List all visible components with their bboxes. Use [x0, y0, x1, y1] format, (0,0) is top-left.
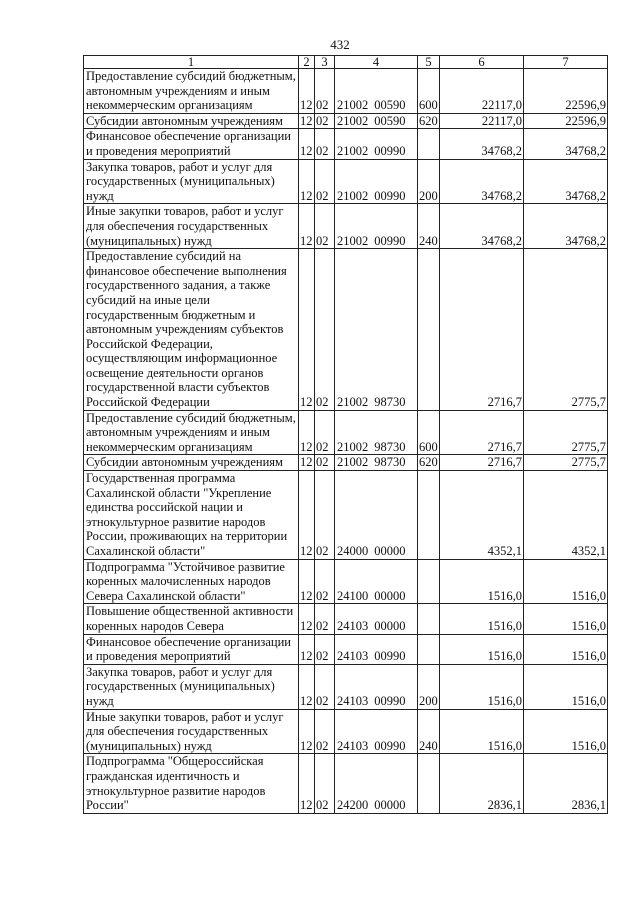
target-article-code [335, 709, 418, 754]
target-article-direction-code: 00990 [374, 738, 406, 753]
table-row [84, 249, 608, 411]
expense-type-code: 240 [418, 709, 440, 754]
section-code: 12 [299, 129, 315, 159]
target-article-code [335, 129, 418, 159]
expense-type-code [418, 634, 440, 664]
column-header-7: 7 [524, 56, 608, 69]
target-article-program-code: 21002 [337, 395, 369, 410]
item-name: Закупка товаров, работ и услуг для государственных (муниципальных) нужд [84, 664, 299, 709]
target-article-program-code: 24103 [337, 649, 369, 664]
table-row [84, 69, 608, 114]
target-article-direction-code: 00990 [374, 649, 406, 664]
target-article-code [335, 754, 418, 813]
target-article-direction-code: 98730 [374, 439, 406, 454]
table-body [84, 56, 608, 814]
amount-column-6: 34768,2 [440, 129, 524, 159]
expense-type-code [418, 129, 440, 159]
expense-type-code: 240 [418, 204, 440, 249]
amount-column-7: 1516,0 [524, 604, 608, 634]
subsection-code: 02 [315, 69, 335, 114]
target-article-direction-code: 00990 [374, 188, 406, 203]
item-name: Финансовое обеспечение организации и проведения мероприятий [84, 634, 299, 664]
amount-column-6: 1516,0 [440, 559, 524, 604]
amount-column-7: 34768,2 [524, 129, 608, 159]
target-article-code [335, 634, 418, 664]
target-article-program-code: 21002 [337, 439, 369, 454]
target-article-program-code: 24103 [337, 738, 369, 753]
section-code: 12 [300, 113, 313, 128]
section-code: 12 [299, 664, 315, 709]
item-name: Субсидии автономным учреждениям [84, 455, 299, 471]
amount-column-6: 2716,7 [440, 455, 524, 471]
amount-column-7: 1516,0 [524, 664, 608, 709]
expense-type-code [418, 754, 440, 813]
section-code: 12 [299, 204, 315, 249]
target-article-program-code: 24200 [337, 798, 369, 813]
amount-column-7: 2836,1 [524, 754, 608, 813]
amount-column-6: 2716,7 [440, 249, 524, 411]
amount-column-7: 22596,9 [524, 69, 608, 114]
target-article-code [335, 204, 418, 249]
target-article-direction-code: 00000 [374, 588, 406, 603]
table-row [84, 410, 608, 455]
section-code: 12 [299, 604, 315, 634]
table-row [84, 754, 608, 813]
subsection-code: 02 [315, 709, 335, 754]
target-article-code [335, 455, 418, 471]
section-code: 12 [299, 159, 315, 204]
amount-column-7: 1516,0 [524, 634, 608, 664]
target-article-direction-code: 00990 [374, 233, 406, 248]
item-name: Предоставление субсидий бюджетным, автономным учреждениям и иным некоммерческим организациям [84, 410, 299, 455]
page-number: 432 [330, 37, 350, 52]
table-row [84, 204, 608, 249]
item-name: Предоставление субсидий бюджетным, автономным учреждениям и иным некоммерческим организациям [84, 69, 299, 114]
column-header-2: 2 [299, 56, 315, 69]
subsection-code: 02 [315, 664, 335, 709]
target-article-program-code: 24103 [337, 693, 369, 708]
target-article-program-code: 21002 [337, 233, 369, 248]
section-code: 12 [299, 69, 315, 114]
item-name: Подпрограмма "Устойчивое развитие коренных малочисленных народов Севера Сахалинской области" [84, 559, 299, 604]
target-article-code [335, 159, 418, 204]
target-article-direction-code: 00000 [374, 544, 406, 558]
target-article-program-code: 21002 [337, 188, 369, 203]
expense-type-code [418, 604, 440, 634]
subsection-code: 02 [315, 159, 335, 204]
column-header-4: 4 [335, 56, 418, 69]
item-name: Повышение общественной активности коренных народов Севера [84, 604, 299, 634]
target-article-direction-code: 00990 [374, 143, 406, 158]
expense-type-code: 620 [419, 113, 438, 128]
column-header-row [84, 56, 608, 69]
amount-column-6: 1516,0 [440, 634, 524, 664]
item-name: Иные закупки товаров, работ и услуг для обеспечения государственных (муниципальных) нужд [84, 709, 299, 754]
expense-type-code: 600 [418, 69, 440, 114]
amount-column-7: 2775,7 [524, 249, 608, 411]
amount-column-7: 22596,9 [524, 113, 608, 129]
amount-column-7: 1516,0 [524, 559, 608, 604]
amount-column-7: 34768,2 [524, 159, 608, 204]
target-article-program-code: 21002 [337, 113, 369, 128]
target-article-code [335, 471, 418, 560]
amount-column-6: 4352,1 [440, 471, 524, 560]
target-article-direction-code: 00990 [374, 693, 406, 708]
item-name: Иные закупки товаров, работ и услуг для обеспечения государственных (муниципальных) нужд [84, 204, 299, 249]
target-article-code [335, 410, 418, 455]
amount-column-6: 2716,7 [440, 410, 524, 455]
subsection-code: 02 [315, 113, 335, 129]
amount-column-6: 2836,1 [440, 754, 524, 813]
target-article-direction-code: 00000 [374, 618, 406, 633]
target-article-program-code: 24000 [337, 544, 369, 558]
target-article-program-code: 24100 [337, 588, 369, 603]
subsection-code: 02 [315, 455, 335, 471]
amount-column-6: 1516,0 [440, 664, 524, 709]
subsection-code: 02 [315, 129, 335, 159]
expense-type-code: 620 [419, 455, 438, 470]
section-code: 12 [299, 709, 315, 754]
table-row [84, 455, 608, 471]
item-name: Государственная программа Сахалинской области "Укрепление единства российской нации и этнокультурное развитие народов России, проживающих на территории Сахалинской области" [84, 471, 299, 560]
expense-type-code: 200 [418, 159, 440, 204]
section-code: 12 [299, 410, 315, 455]
subsection-code: 02 [315, 249, 335, 411]
table-row [84, 709, 608, 754]
subsection-code: 02 [315, 754, 335, 813]
table-row [84, 129, 608, 159]
item-name: Субсидии автономным учреждениям [84, 113, 299, 129]
section-code: 12 [299, 754, 315, 813]
amount-column-6: 22117,0 [440, 69, 524, 114]
table-row [84, 634, 608, 664]
expense-type-code [418, 249, 440, 411]
item-name: Подпрограмма "Общероссийская гражданская идентичность и этнокультурное развитие народов России" [84, 754, 299, 813]
table-row [84, 559, 608, 604]
expense-type-code [418, 559, 440, 604]
table-row [84, 471, 608, 560]
amount-column-6: 34768,2 [440, 204, 524, 249]
section-code: 12 [300, 455, 313, 470]
column-header-3: 3 [315, 56, 335, 69]
section-code: 12 [299, 559, 315, 604]
amount-column-7: 34768,2 [524, 204, 608, 249]
expense-type-code: 600 [418, 410, 440, 455]
amount-column-7: 1516,0 [524, 709, 608, 754]
amount-column-7: 2775,7 [524, 455, 608, 471]
target-article-code [335, 559, 418, 604]
target-article-program-code: 24103 [337, 618, 369, 633]
section-code: 12 [299, 634, 315, 664]
subsection-code: 02 [315, 604, 335, 634]
table-row [84, 664, 608, 709]
target-article-program-code: 21002 [337, 455, 369, 470]
amount-column-7: 2775,7 [524, 410, 608, 455]
amount-column-6: 22117,0 [440, 113, 524, 129]
target-article-code [335, 113, 418, 129]
target-article-code [335, 664, 418, 709]
subsection-code: 02 [315, 204, 335, 249]
target-article-program-code: 21002 [337, 98, 369, 113]
subsection-code: 02 [315, 410, 335, 455]
item-name: Предоставление субсидий на финансовое обеспечение выполнения государственного задания, а также субсидий на иные цели государственным бюджетным и автономным учреждениям субъектов Российской Федерации, осуществляющим информационное освещение деятельности органов государственной власти субъектов Российской Федерации [84, 249, 299, 411]
target-article-direction-code: 98730 [374, 455, 406, 470]
target-article-program-code: 21002 [337, 143, 369, 158]
item-name: Закупка товаров, работ и услуг для государственных (муниципальных) нужд [84, 159, 299, 204]
subsection-code: 02 [315, 471, 335, 560]
expense-type-code: 200 [418, 664, 440, 709]
subsection-code: 02 [315, 559, 335, 604]
amount-column-6: 1516,0 [440, 604, 524, 634]
target-article-direction-code: 98730 [374, 395, 406, 410]
target-article-direction-code: 00590 [374, 113, 406, 128]
target-article-code [335, 604, 418, 634]
amount-column-7: 4352,1 [524, 471, 608, 560]
table-row [84, 159, 608, 204]
subsection-code: 02 [315, 634, 335, 664]
target-article-direction-code: 00590 [374, 98, 406, 113]
column-header-6: 6 [440, 56, 524, 69]
target-article-direction-code: 00000 [374, 798, 406, 813]
amount-column-6: 34768,2 [440, 159, 524, 204]
budget-table [83, 55, 608, 814]
column-header-1: 1 [84, 56, 299, 69]
table-row [84, 113, 608, 129]
amount-column-6: 1516,0 [440, 709, 524, 754]
column-header-5: 5 [418, 56, 440, 69]
table-row [84, 604, 608, 634]
item-name: Финансовое обеспечение организации и проведения мероприятий [84, 129, 299, 159]
target-article-code [335, 249, 418, 411]
section-code: 12 [299, 249, 315, 411]
section-code: 12 [299, 471, 315, 560]
target-article-code [335, 69, 418, 114]
expense-type-code [418, 471, 440, 560]
